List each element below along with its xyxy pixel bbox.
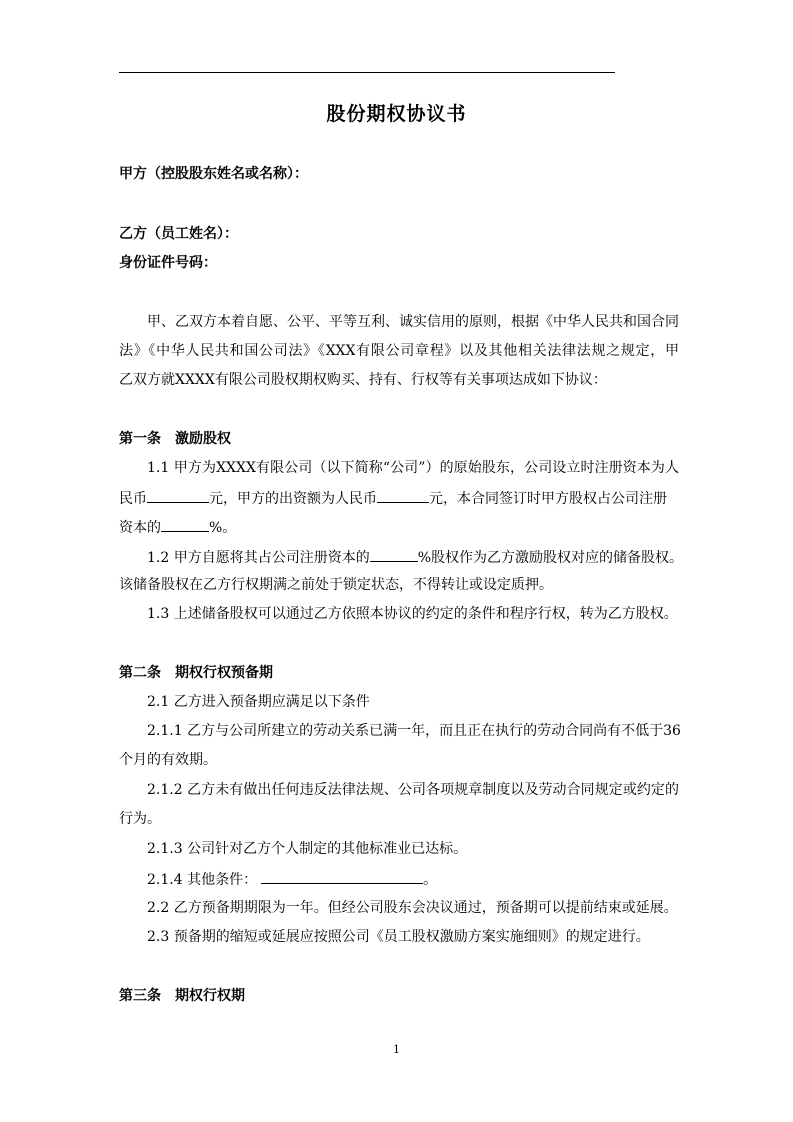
- reserve-equity-percentage-blank[interactable]: [370, 548, 418, 562]
- clause-1-1-line-3: [119, 518, 679, 536]
- preamble-line-1: 甲、乙双方本着自愿、公平、平等互利、诚实信用的原则，根据《中华人民共和国合同: [147, 314, 679, 330]
- article-1-heading: 第一条 激励股权: [119, 431, 231, 447]
- preamble-line-2: 法》《中华人民共和国公司法》《XXX有限公司章程》以及其他相关法律法规之规定，甲: [119, 343, 679, 359]
- clause-1-1-text-d: 资本的: [119, 520, 161, 536]
- page-number: 1: [393, 1043, 400, 1056]
- clause-2-3: 2.3 预备期的缩短或延展应按照公司《员工股权激励方案实施细则》的规定进行。: [147, 929, 650, 945]
- clause-1-2-text-a: 1.2 甲方自愿将其占公司注册资本的: [147, 550, 370, 566]
- clause-2-1-1-line-2: 个月的有效期。: [119, 752, 217, 768]
- clause-1-2-text-b: %股权作为乙方激励股权对应的储备股权。: [417, 550, 684, 566]
- article-3-heading: 第三条 期权行权期: [119, 988, 245, 1004]
- party-b-label: 乙方（员工姓名）：: [119, 226, 238, 242]
- document-title: 股份期权协议书: [326, 103, 467, 125]
- party-a-label: 甲方（控股股东姓名或名称）：: [119, 166, 308, 182]
- article-2-heading: 第二条 期权行权预备期: [119, 665, 273, 681]
- header-rule: [119, 72, 615, 73]
- id-number-label: 身份证件号码：: [119, 255, 217, 271]
- registered-capital-blank[interactable]: [147, 489, 209, 503]
- preamble-line-3: 乙双方就XXXX有限公司股权期权购买、持有、行权等有关事项达成如下协议：: [119, 372, 607, 388]
- clause-1-1-text-c: 元，本合同签订时甲方股权占公司注册: [429, 491, 667, 507]
- clause-2-1-4-text-a: 2.1.4 其他条件：: [147, 872, 258, 888]
- equity-percentage-blank[interactable]: [161, 518, 209, 532]
- clause-2-1-1-line-1: 2.1.1 乙方与公司所建立的劳动关系已满一年，而且正在执行的劳动合同尚有不低于36: [147, 723, 681, 739]
- clause-2-1-2-line-1: 2.1.2 乙方未有做出任何违反法律法规、公司各项规章制度以及劳动合同规定或约定的: [147, 782, 679, 798]
- clause-1-1-line-2: [119, 489, 679, 507]
- clause-1-3: 1.3 上述储备股权可以通过乙方依照本协议的约定的条件和程序行权，转为乙方股权。: [147, 606, 678, 622]
- clause-2-1-4-text-b: 。: [423, 872, 438, 888]
- clause-1-1-text-b: 元，甲方的出资额为人民币: [209, 491, 377, 507]
- contribution-amount-blank[interactable]: [377, 489, 429, 503]
- clause-1-2-line-2: 该储备股权在乙方行权期满之前处于锁定状态，不得转让或设定质押。: [119, 577, 553, 593]
- clause-1-2-line-1: [147, 548, 684, 566]
- clause-1-1-line-1: 1.1 甲方为XXXX有限公司（以下简称“公司”）的原始股东，公司设立时注册资本为人: [147, 460, 679, 476]
- clause-2-1-2-line-2: 行为。: [119, 811, 161, 827]
- clause-1-1-text-a: 民币: [119, 491, 147, 507]
- clause-2-1-3: 2.1.3 公司针对乙方个人制定的其他标准业已达标。: [147, 841, 468, 857]
- clause-2-1: 2.1 乙方进入预备期应满足以下条件: [147, 694, 370, 710]
- clause-2-1-4: [147, 870, 679, 888]
- clause-2-2: 2.2 乙方预备期期限为一年。但经公司股东会决议通过，预备期可以提前结束或延展。: [147, 900, 678, 916]
- other-conditions-blank[interactable]: [261, 870, 423, 884]
- clause-1-1-text-e: %。: [209, 520, 237, 536]
